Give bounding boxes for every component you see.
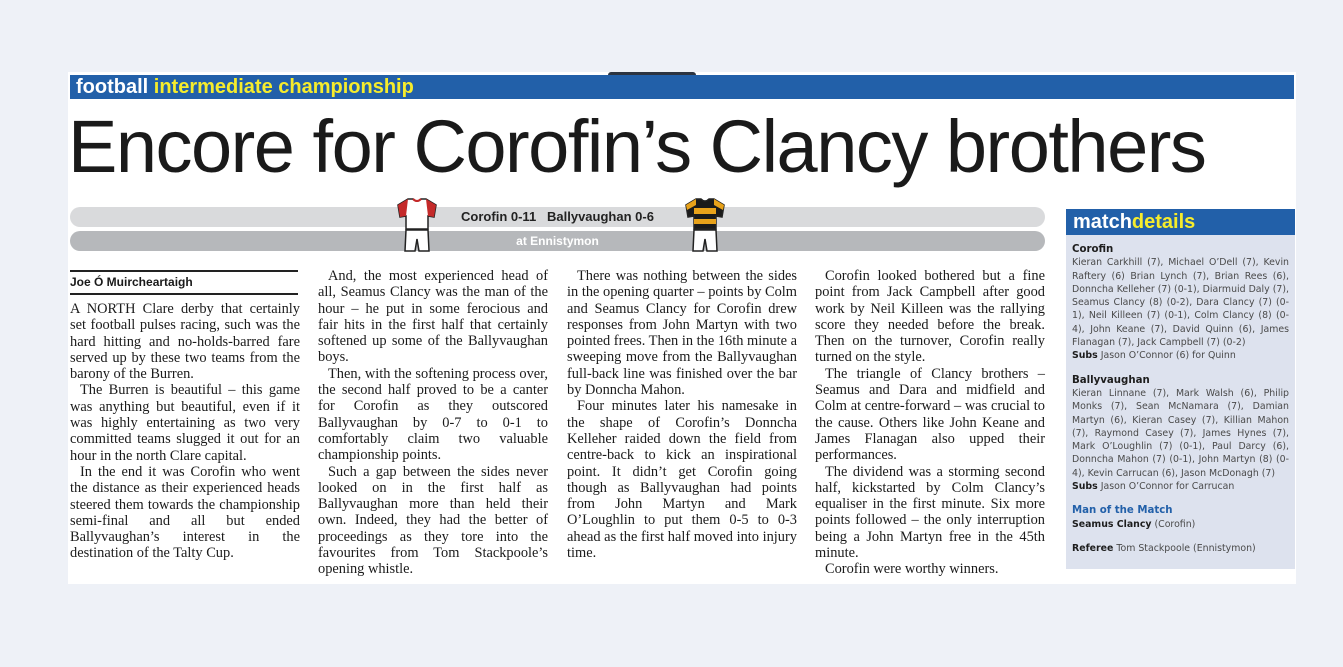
banner-sport: football (76, 76, 149, 98)
article-column-1 (70, 301, 300, 562)
section-banner (70, 75, 1294, 99)
paragraph: The Burren is beautiful – this game was anything but beautiful, even if it was highly entertaining as two very committed teams slugged it out for an hour in the north Clare capital. (70, 382, 300, 464)
paragraph: Such a gap between the sides never looked on in the first half as Ballyvaughan more than held their own. Indeed, they had the better of proceedings as they tore into the favourites from Tom Stackpoole’s opening whistle. (318, 463, 548, 578)
article-column-4 (815, 268, 1045, 578)
paragraph: The dividend was a storming second half, kickstarted by Colm Clancy’s equaliser in the first minute. Six more points followed – the only interruption being a John Martyn free in the 45th minute. (815, 463, 1045, 562)
paragraph: A NORTH Clare derby that certainly set football pulses racing, such was the hard hitting and no-holds-barred fare served up by these two teams from the barony of the Burren. (70, 301, 300, 383)
paragraph: Four minutes later his namesake in the shape of Corofin’s Donncha Kelleher raided down the field from centre-back to kick an inspirational point. It didn’t get Corofin going though as Ballyvaughan had points from John Martyn and Mark O’Loughlin to put them 0-5 to 0-3 ahead as the first half moved into injury time. (567, 398, 797, 562)
subs-list: Jason O’Connor for Carrucan (1100, 481, 1235, 493)
paragraph: Corofin were worthy winners. (825, 561, 999, 578)
paragraph: There was nothing between the sides in the opening quarter – points by Colm and Seamus Clancy for Corofin drew responses from John Martyn with two pointed frees. Then in the 16th minute a sweeping move from the Ballyvaughan full-back line was finished over the bar by Donncha Mahon. (567, 268, 797, 399)
referee-label: Referee (1072, 542, 1114, 554)
score-line: Corofin 0-11 Ballyvaughan 0-6 (461, 209, 654, 224)
subs-label: Subs (1072, 481, 1098, 493)
team-lineup-home (1072, 243, 1289, 363)
article-column-2 (318, 268, 548, 578)
score-bar (70, 207, 1045, 227)
paragraph: In the end it was Corofin who went the distance as their experienced heads steered them towards the championship semi-final and all but ended Ballyvaughan’s interest in the destination of the Talty Cup. (70, 463, 300, 562)
team-name: Ballyvaughan (1072, 374, 1150, 386)
paragraph: And, the most experienced head of all, Seamus Clancy was the man of the hour – he put in some ferocious and fair hits in the first half that certainly softened up some of the Ballyvaughan boys. (318, 268, 548, 366)
team-name: Corofin (1072, 244, 1114, 255)
venue-bar (70, 231, 1045, 251)
venue-line: at Ennistymon (516, 234, 599, 248)
man-of-the-match (1072, 504, 1289, 531)
banner-competition: intermediate championship (153, 76, 414, 98)
subs-list: Jason O’Connor (6) for Quinn (1100, 350, 1236, 362)
paragraph: Then, with the softening process over, the second half proved to be a canter for Corofin as they outscored Ballyvaughan by 0-7 to 0-1 to comfortably claim two valuable championship points. (318, 365, 548, 464)
player-list: Kieran Carkhill (7), Michael O’Dell (7), Kevin Raftery (6) Brian Lynch (7), Brian Rees (6), Donncha Kelleher (7) (0-1), Diarmuid Daly (7), Seamus Clancy (8) (0-2), Dara Clancy (7) (0-1), Neil Killeen (7) (0-1), Colm Clancy (8) (0-4), John Keane (7), David Quinn (6), James Flanagan (7), Jack Campbell (7) (0-2) (1072, 257, 1289, 349)
player-list: Kieran Linnane (7), Mark Walsh (6), Philip Monks (7), Sean McNamara (7), Damian Martyn (6), Kieran Casey (7), Killian Mahon (7), Raymond Casey (7), James Hynes (7), Mark O’Loughlin (7) (0-1), Paul Darcy (6), Donncha Mahon (7) (0-1), John Martyn (8) (0-4), Kevin Carrucan (6), Jason McDonagh (7) (1072, 387, 1289, 479)
away-jersey-icon (684, 197, 726, 258)
article-column-3 (567, 268, 797, 561)
match-details-title: matchdetails (1066, 209, 1295, 235)
headline: Encore for Corofin’s Clancy brothers (68, 105, 1206, 188)
mom-team: (Corofin) (1154, 518, 1196, 530)
referee (1072, 542, 1289, 555)
paragraph: The triangle of Clancy brothers – Seamus and Dara and midfield and Colm at centre-forward – was crucial to the cause. Others like John Keane and James Flanagan also upped their performances. (815, 365, 1045, 464)
referee-name: Tom Stackpoole (Ennistymon) (1116, 542, 1256, 554)
author-byline: Joe Ó Muircheartaigh (70, 270, 298, 295)
paragraph: Corofin looked bothered but a fine point from Jack Campbell after good work by Neil Killeen was the rallying score they needed before the break. Then on the turnover, Corofin really turned on the style. (815, 268, 1045, 366)
mom-label: Man of the Match (1072, 505, 1173, 517)
home-jersey-icon (396, 197, 438, 258)
team-lineup-away (1072, 374, 1289, 494)
match-details-panel (1066, 209, 1295, 569)
mom-name: Seamus Clancy (1072, 518, 1152, 530)
subs-label: Subs (1072, 350, 1098, 362)
